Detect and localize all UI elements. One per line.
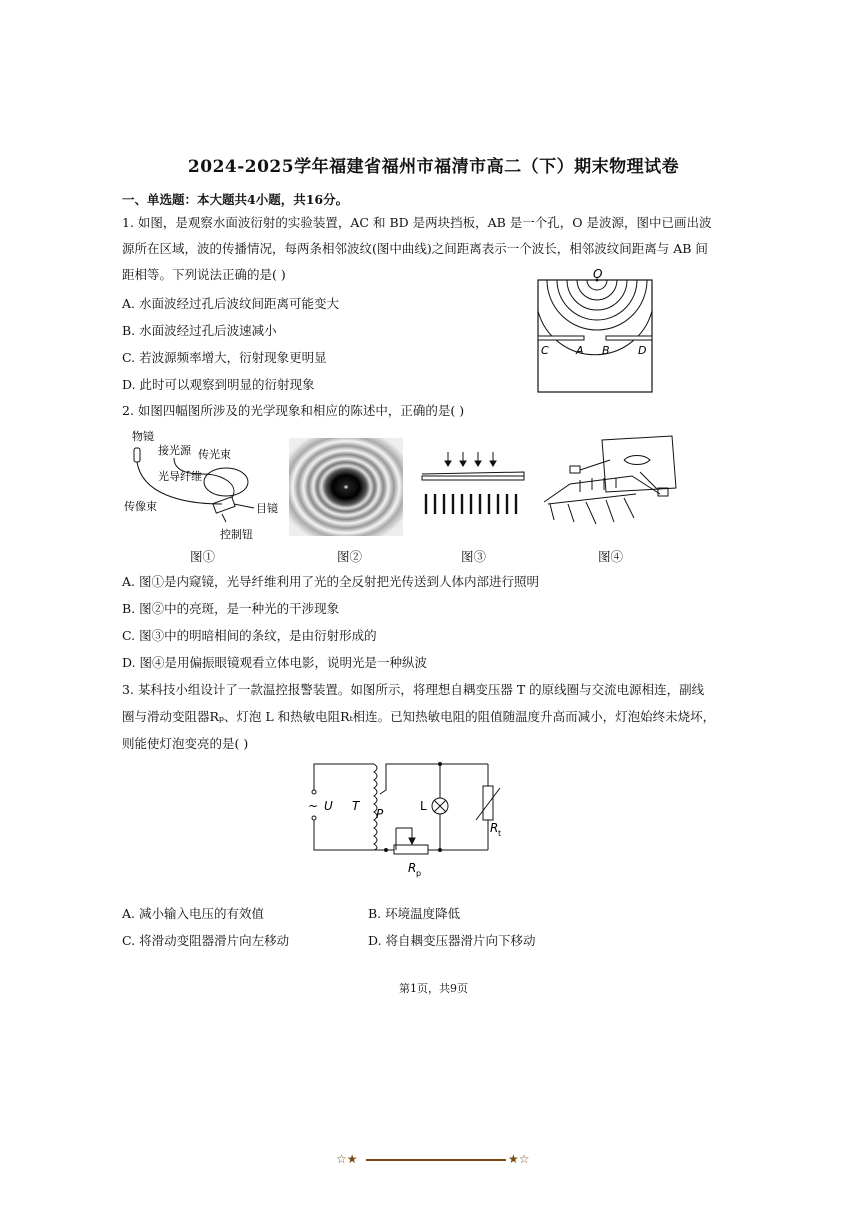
q1-label-b: B bbox=[602, 344, 610, 357]
q1-label-o: O bbox=[593, 267, 603, 281]
label-fiber: 光导纤维 bbox=[158, 470, 202, 483]
q1-label-a: A bbox=[576, 344, 584, 357]
decor-stars-right: ★☆ bbox=[508, 1152, 530, 1166]
q2-caption-3: 图③ bbox=[461, 549, 487, 564]
q1-stem-line1: 1. 如图，是观察水面波衍射的实验装置，AC 和 BD 是两块挡板，AB 是一个孔，O 是波源，图中已画出波 bbox=[122, 215, 712, 230]
q2-caption-2: 图② bbox=[337, 549, 363, 564]
q2-caption-1: 图① bbox=[190, 549, 216, 564]
q3-stem-line2: 圈与滑动变阻器Rₚ、灯泡 L 和热敏电阻Rₜ相连。已知热敏电阻的阻值随温度升高而减小，灯泡始终未烧坏， bbox=[122, 709, 716, 724]
q3-option-a[interactable]: A. 减小输入电压的有效值 bbox=[122, 906, 264, 921]
label-knob: 控制钮 bbox=[220, 528, 253, 541]
q3-label-t: T bbox=[352, 799, 360, 813]
label-light-source: 接光源 bbox=[158, 444, 191, 457]
page-footer: 第1页，共9页 bbox=[399, 982, 468, 995]
q3-stem-line1: 3. 某科技小组设计了一款温控报警装置。如图所示，将理想自耦变压器 T 的原线圈与交流电源相连，副线 bbox=[122, 682, 705, 697]
section-heading: 一、单选题：本大题共4小题，共16分。 bbox=[122, 192, 349, 207]
q1-option-d[interactable]: D. 此时可以观察到明显的衍射现象 bbox=[122, 377, 315, 392]
q3-stem-line3: 则能使灯泡变亮的是( ) bbox=[122, 736, 249, 751]
q2-fig2-bright-spot bbox=[289, 438, 403, 536]
q3-ac-symbol: ~ bbox=[308, 799, 319, 813]
q3-circuit-diagram bbox=[300, 754, 510, 884]
decor-line bbox=[366, 1159, 506, 1161]
q2-stem: 2. 如图四幅图所涉及的光学现象和相应的陈述中，正确的是( ) bbox=[122, 403, 465, 418]
q3-label-u: U bbox=[324, 799, 333, 813]
q1-stem-line3: 距相等。下列说法正确的是( ) bbox=[122, 267, 286, 282]
q2-option-a[interactable]: A. 图①是内窥镜，光导纤维利用了光的全反射把光传送到人体内部进行照明 bbox=[122, 574, 539, 589]
label-eyepiece: 目镜 bbox=[256, 502, 278, 515]
q3-label-l: L bbox=[420, 799, 427, 813]
q3-option-c[interactable]: C. 将滑动变阻器滑片向左移动 bbox=[122, 933, 290, 948]
q3-label-rt: R bbox=[490, 821, 499, 835]
q3-label-rp: R bbox=[408, 861, 417, 875]
q3-label-p: P bbox=[376, 807, 384, 821]
q1-label-c: C bbox=[541, 344, 549, 357]
q3-label-rt-sub: t bbox=[498, 829, 502, 838]
q1-option-b[interactable]: B. 水面波经过孔后波速减小 bbox=[122, 323, 277, 338]
q2-fig4-polarized-glasses bbox=[540, 432, 688, 532]
q3-option-d[interactable]: D. 将自耦变压器滑片向下移动 bbox=[368, 933, 536, 948]
q3-label-rp-sub: p bbox=[416, 869, 422, 878]
q2-option-c[interactable]: C. 图③中的明暗相间的条纹，是由衍射形成的 bbox=[122, 628, 377, 643]
q1-option-a[interactable]: A. 水面波经过孔后波纹间距离可能变大 bbox=[122, 296, 339, 311]
q1-wave-figure bbox=[534, 266, 658, 396]
q1-option-c[interactable]: C. 若波源频率增大，衍射现象更明显 bbox=[122, 350, 327, 365]
q2-option-b[interactable]: B. 图②中的亮斑，是一种光的干涉现象 bbox=[122, 601, 340, 616]
q1-label-d: D bbox=[638, 344, 647, 357]
label-light-beam: 传光束 bbox=[198, 448, 231, 461]
q2-fig1-endoscope bbox=[122, 424, 278, 546]
q2-option-d[interactable]: D. 图④是用偏振眼镜观看立体电影，说明光是一种纵波 bbox=[122, 655, 428, 670]
decor-stars-left: ☆★ bbox=[336, 1152, 358, 1166]
q3-option-b[interactable]: B. 环境温度降低 bbox=[368, 906, 461, 921]
label-objective: 物镜 bbox=[132, 430, 154, 443]
page-title: 2024-2025学年福建省福州市福清市高二（下）期末物理试卷 bbox=[187, 157, 680, 177]
label-image-beam: 传像束 bbox=[124, 500, 157, 513]
q1-stem-line2: 源所在区域，波的传播情况，每两条相邻波纹(图中曲线)之间距离表示一个波长，相邻波纹间距离与 AB 间 bbox=[122, 241, 708, 256]
q2-fig3-wedge bbox=[418, 450, 530, 520]
q2-caption-4: 图④ bbox=[598, 549, 624, 564]
